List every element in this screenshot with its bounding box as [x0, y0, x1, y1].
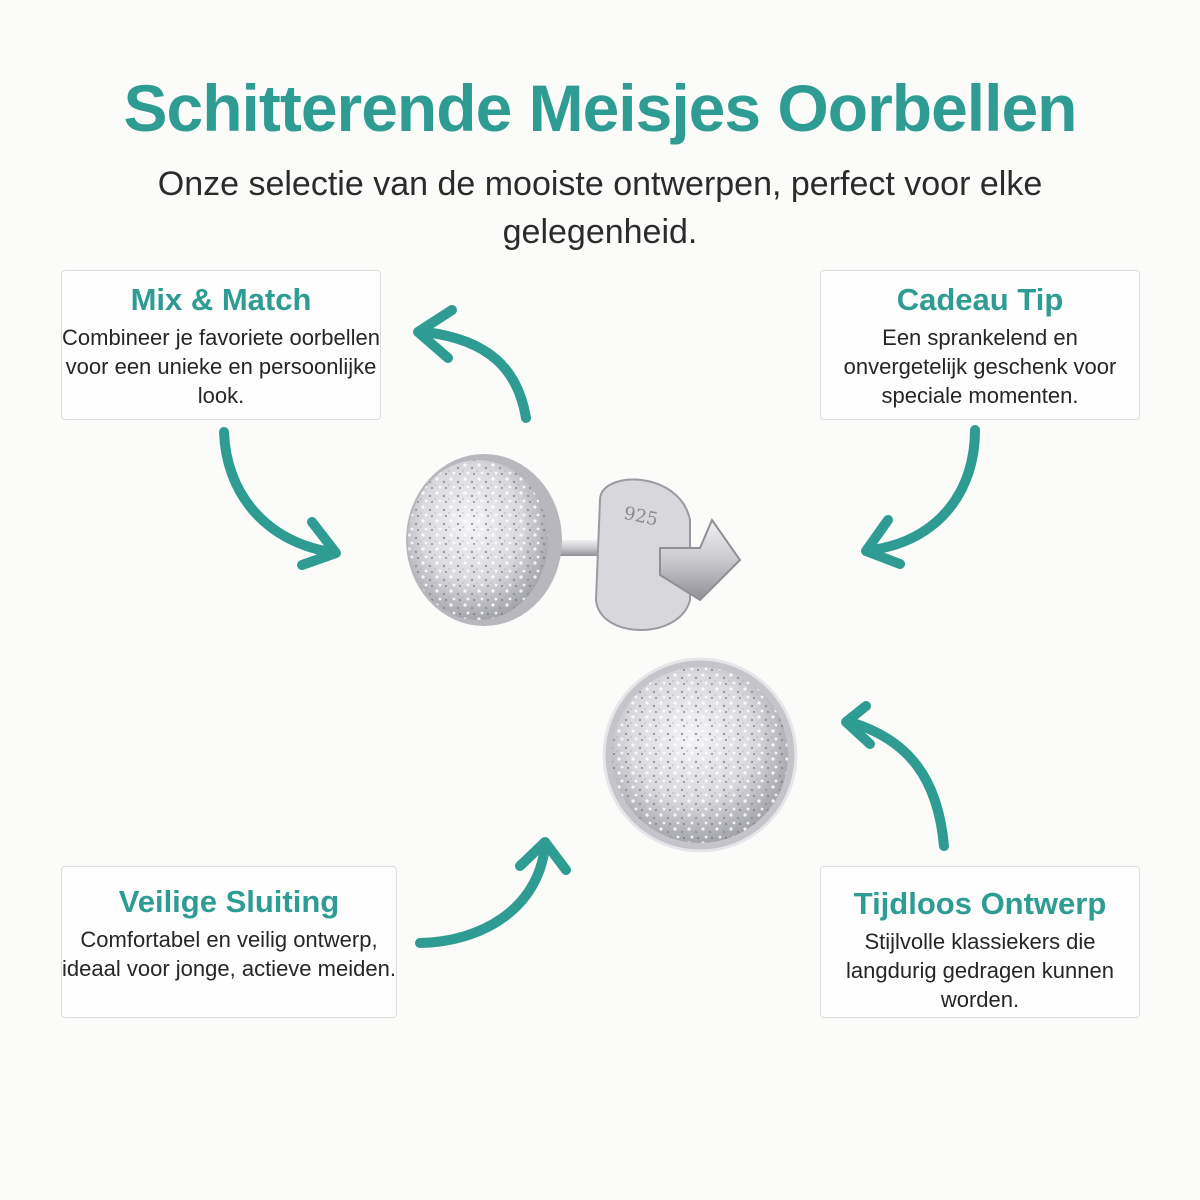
- card-title: Veilige Sluiting: [118, 884, 340, 919]
- card-title: Cadeau Tip: [896, 282, 1064, 317]
- arrow-icon: [418, 310, 526, 418]
- card-text: Een sprankelend en onvergetelijk geschenk voor speciale momenten.: [843, 325, 1117, 408]
- arrow-icon: [846, 706, 944, 846]
- card-text: Stijlvolle klassiekers die langdurig gedragen kunnen worden.: [846, 929, 1114, 1012]
- stud-earring-side-icon: [406, 454, 740, 630]
- silver-stamp: 925: [621, 502, 660, 531]
- arrow-icon: [420, 842, 566, 943]
- page-title: Schitterende Meisjes Oorbellen: [123, 71, 1077, 145]
- arrow-icon: [224, 432, 336, 565]
- arrow-icon: [866, 430, 975, 564]
- page-subtitle: Onze selectie van de mooiste ontwerpen, perfect voor elke gelegenheid.: [157, 165, 1043, 251]
- card-text: Comfortabel en veilig ontwerp, ideaal voor jonge, actieve meiden.: [62, 927, 396, 981]
- card-title: Mix & Match: [130, 282, 312, 317]
- card-title: Tijdloos Ontwerp: [853, 886, 1107, 921]
- stud-earring-front-icon: [604, 659, 796, 851]
- card-text: Combineer je favoriete oorbellen voor een unieke en persoonlijke look.: [62, 325, 380, 408]
